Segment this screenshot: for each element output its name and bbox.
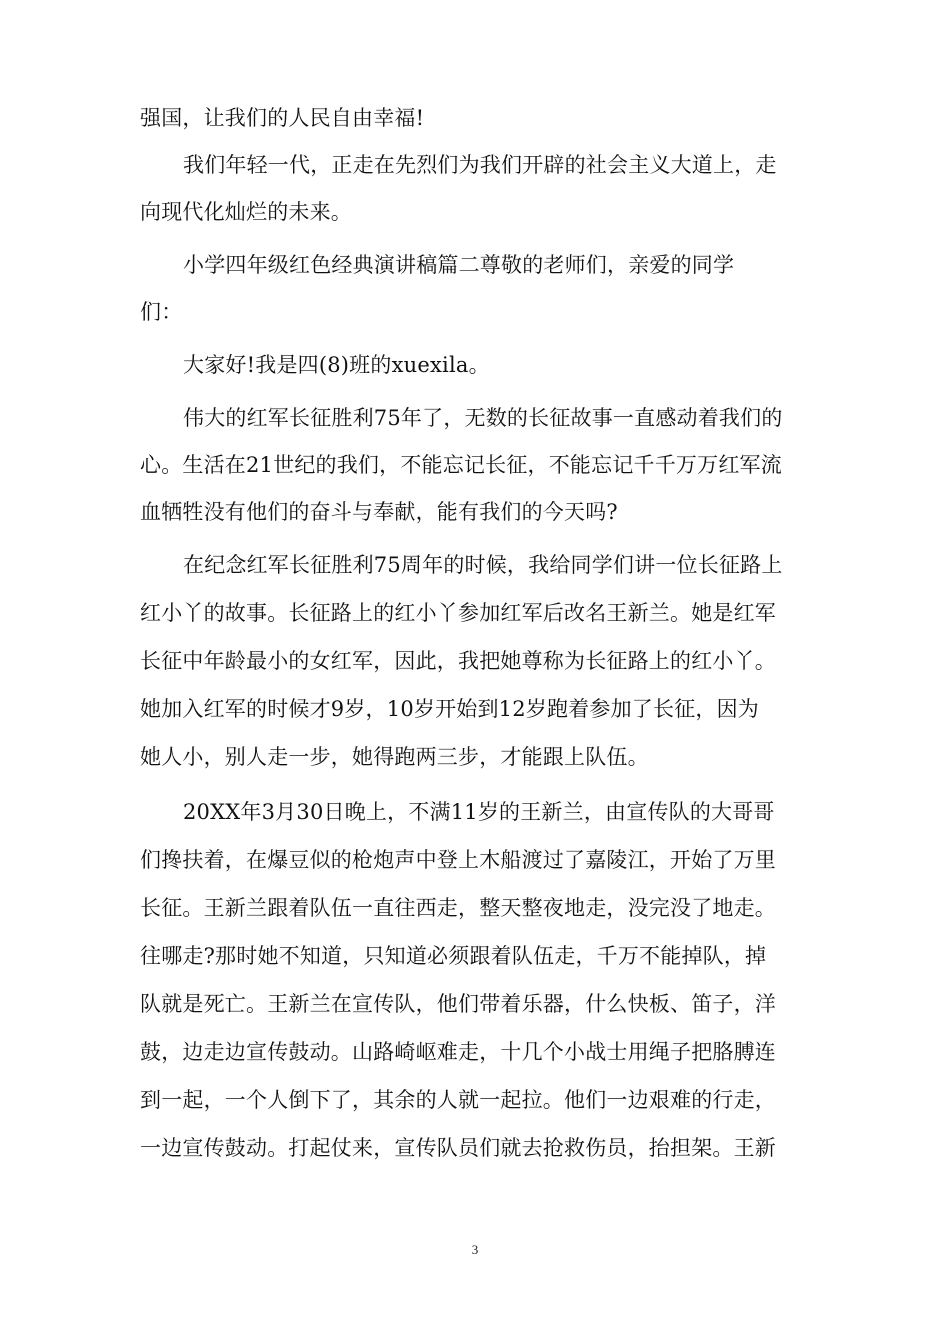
text-line-10: 在纪念红军长征胜利75周年的时候，我给同学们讲一位长征路上 — [183, 553, 783, 577]
text-line-1: 强国，让我们的人民自由幸福! — [140, 106, 425, 130]
text-line-2: 我们年轻一代，正走在先烈们为我们开辟的社会主义大道上，走 — [183, 153, 777, 177]
text-line-11: 红小丫的故事。长征路上的红小丫参加红军后改名王新兰。她是红军 — [140, 601, 776, 625]
text-line-5: 们： — [140, 300, 183, 324]
page-number: 3 — [471, 1242, 479, 1257]
text-line-13: 她加入红军的时候才9岁，10岁开始到12岁跑着参加了长征，因为 — [140, 697, 760, 721]
text-line-18: 往哪走?那时她不知道，只知道必须跟着队伍走，千万不能掉队，掉 — [140, 944, 767, 968]
text-line-7: 伟大的红军长征胜利75年了，无数的长征故事一直感动着我们的 — [183, 406, 783, 430]
text-line-6: 大家好!我是四(8)班的xuexila。 — [183, 353, 490, 377]
text-line-3: 向现代化灿烂的未来。 — [140, 200, 352, 224]
text-line-22: 一边宣传鼓动。打起仗来，宣传队员们就去抢救伤员，抬担架。王新 — [140, 1136, 776, 1160]
text-line-4: 小学四年级红色经典演讲稿篇二尊敬的老师们，亲爱的同学 — [183, 253, 735, 277]
text-line-9: 血牺牲没有他们的奋斗与奉献，能有我们的今天吗? — [140, 500, 618, 524]
text-line-19: 队就是死亡。王新兰在宣传队，他们带着乐器，什么快板、笛子，洋 — [140, 992, 776, 1016]
text-line-20: 鼓，边走边宣传鼓动。山路崎岖难走，十几个小战士用绳子把胳膊连 — [140, 1040, 776, 1064]
text-line-8: 心。生活在21世纪的我们，不能忘记长征，不能忘记千千万万红军流 — [140, 453, 782, 477]
text-line-14: 她人小，别人走一步，她得跑两三步，才能跟上队伍。 — [140, 745, 649, 769]
text-line-16: 们搀扶着，在爆豆似的枪炮声中登上木船渡过了嘉陵江，开始了万里 — [140, 848, 776, 872]
text-line-12: 长征中年龄最小的女红军，因此，我把她尊称为长征路上的红小丫。 — [140, 649, 776, 673]
text-line-21: 到一起，一个人倒下了，其余的人就一起拉。他们一边艰难的行走， — [140, 1088, 776, 1112]
text-line-17: 长征。王新兰跟着队伍一直往西走，整天整夜地走，没完没了地走。 — [140, 896, 776, 920]
text-line-15: 20XX年3月30日晚上，不满11岁的王新兰，由宣传队的大哥哥 — [183, 800, 775, 824]
